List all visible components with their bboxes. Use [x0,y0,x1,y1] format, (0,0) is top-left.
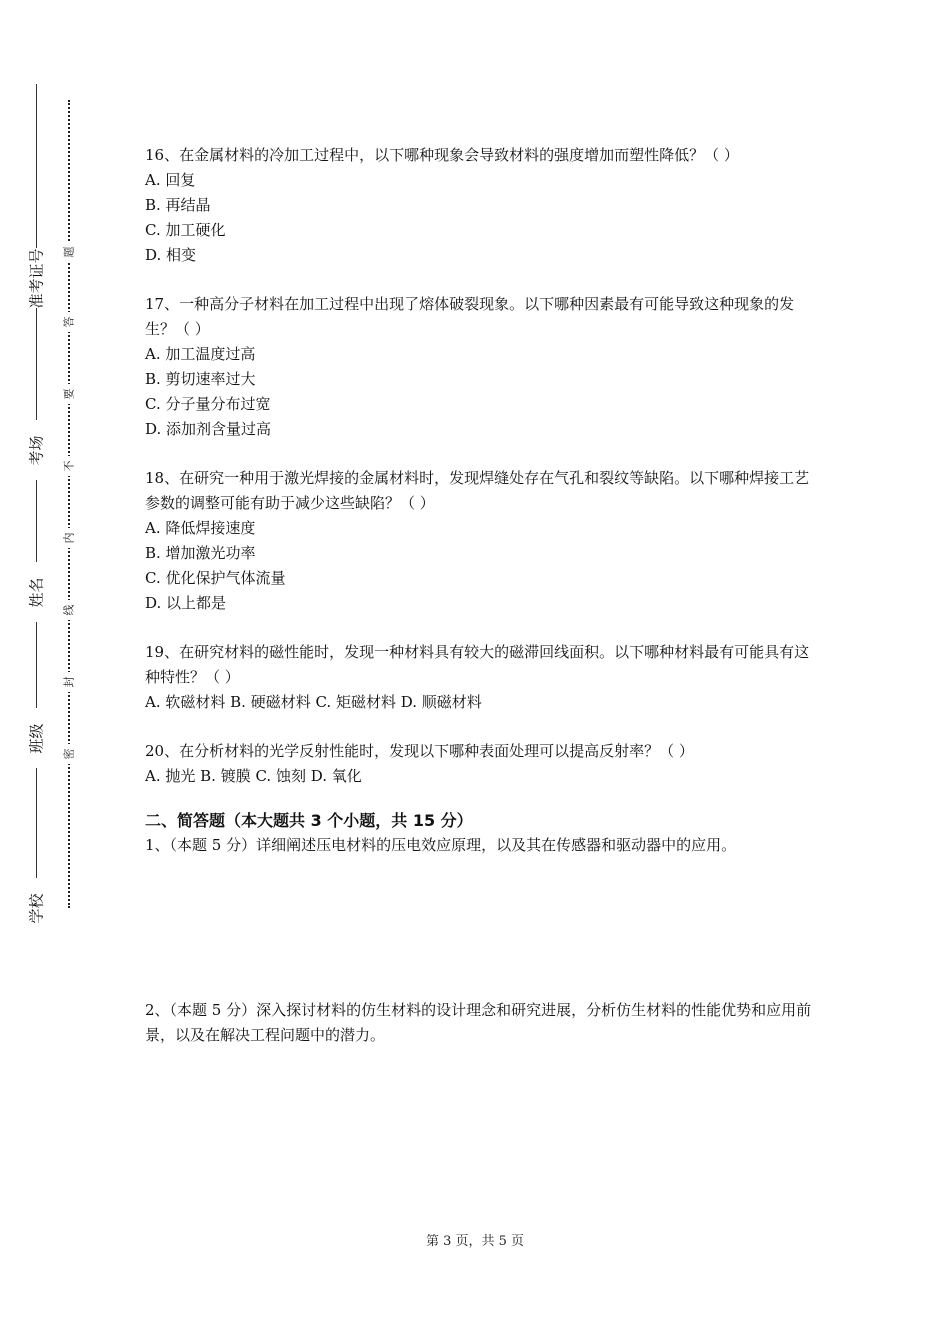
binding-margin [0,0,110,1344]
option-a: A. 降低焊接速度 [145,519,256,537]
seal-char: 封 [58,672,78,692]
field-class-label: 班级 [18,708,54,768]
seal-char: 线 [58,600,78,620]
seal-char: 答 [58,312,78,332]
seal-dotted-line [68,100,70,908]
question-text: 20、在分析材料的光学反射性能时，发现以下哪种表面处理可以提高反射率？（ ） [145,742,694,760]
field-exam-number-label: 准考证号 [18,248,54,308]
seal-char: 密 [58,744,78,764]
exam-content [145,143,815,1048]
section-title: 二、简答题（本大题共 3 个小题，共 15 分） [145,811,473,830]
seal-char: 内 [58,528,78,548]
option-d: D. 相变 [145,246,197,264]
seal-char: 不 [58,456,78,476]
option-c: C. 加工硬化 [145,221,226,239]
option-d: D. 添加剂含量过高 [145,420,272,438]
options-inline: A. 软磁材料 B. 硬磁材料 C. 矩磁材料 D. 顺磁材料 [145,693,482,711]
field-school-label: 学校 [18,878,54,938]
option-b: B. 剪切速率过大 [145,370,256,388]
question-text: 19、在研究材料的磁性能时，发现一种材料具有较大的磁滞回线面积。以下哪种材料最有可能具有这种特性？（ ） [145,643,810,686]
seal-char: 要 [58,384,78,404]
options-inline: A. 抛光 B. 镀膜 C. 蚀刻 D. 氧化 [145,767,362,785]
option-a: A. 加工温度过高 [145,345,256,363]
option-d: D. 以上都是 [145,594,227,612]
question-text: 18、在研究一种用于激光焊接的金属材料时，发现焊缝处存在气孔和裂纹等缺陷。以下哪种焊接工艺参数的调整可能有助于减少这些缺陷？（ ） [145,469,810,512]
question-text: 16、在金属材料的冷加工过程中，以下哪种现象会导致材料的强度增加而塑性降低？（ ） [145,146,739,164]
option-a: A. 回复 [145,171,196,189]
question-text: 17、一种高分子材料在加工过程中出现了熔体破裂现象。以下哪种因素最有可能导致这种现象的发生？（ ） [145,295,795,338]
question-16 [145,143,815,268]
option-c: C. 优化保护气体流量 [145,569,286,587]
binding-solid-line [36,84,37,936]
field-exam-room-label: 考场 [18,420,54,480]
short-answer-question-2: 2、（本题 5 分）深入探讨材料的仿生材料的设计理念和研究进展，分析仿生材料的性能优势和应用前景，以及在解决工程问题中的潜力。 [145,1001,812,1044]
short-answer-question-1: 1、（本题 5 分）详细阐述压电材料的压电效应原理，以及其在传感器和驱动器中的应用。 [145,836,737,854]
option-b: B. 再结晶 [145,196,211,214]
option-b: B. 增加激光功率 [145,544,256,562]
question-18 [145,466,815,616]
field-name-label: 姓名 [18,562,54,622]
question-19 [145,640,815,715]
seal-char: 题 [58,242,78,262]
page-footer: 第 3 页，共 5 页 [425,1234,525,1249]
question-17 [145,292,815,442]
option-c: C. 分子量分布过宽 [145,395,271,413]
question-20 [145,739,815,789]
